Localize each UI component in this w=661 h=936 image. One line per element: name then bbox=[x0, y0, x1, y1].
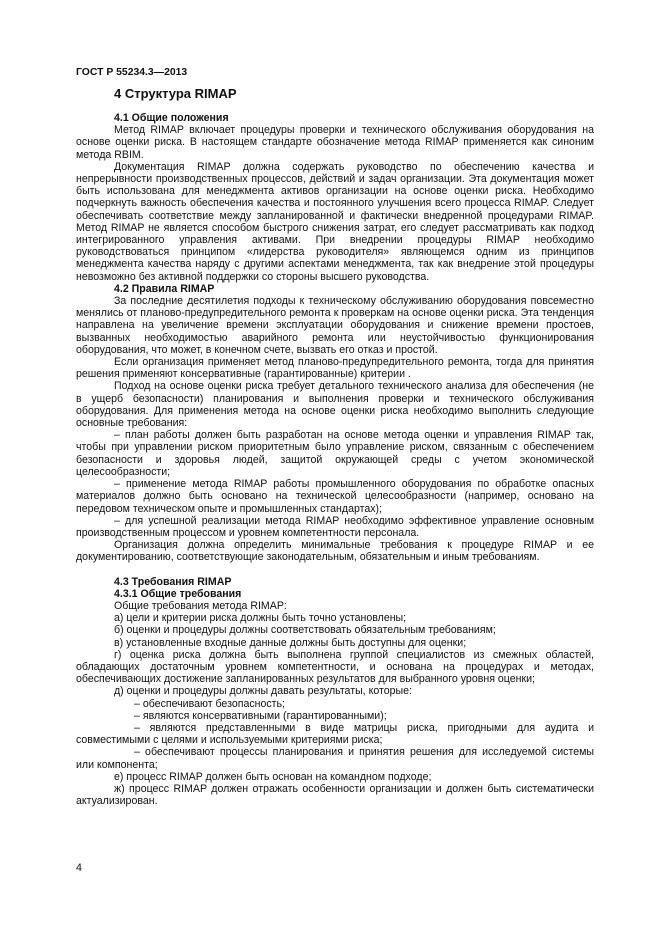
paragraph: За последние десятилетия подходы к техническому обслуживанию оборудования повсеместно менялись от планово-предупредительного ремонта к проверкам на основе оценки риска. Эта тенденция направлена на увеличение времени эксплуатации оборудования и снижение времени простоев, вызванных необходимостью аварийного ремонта или неустойчивостью функционирования оборудования, что может, в конечном счете, вызвать его отказ и простой. bbox=[76, 295, 594, 356]
list-item: в) установленные входные данные должны быть доступны для оценки; bbox=[114, 636, 467, 649]
sub-list-item: – обеспечивают процессы планирования и принятия решения для исследуемой системы или компонента; bbox=[76, 746, 594, 771]
list-item: ж) процесс RIMAP должен отражать особенности организации и должен быть систематически актуализирован. bbox=[76, 782, 594, 808]
subsection-4-2-title: 4.2 Правила RIMAP bbox=[114, 282, 215, 295]
list-item: д) оценки и процедуры должны давать результаты, которые: bbox=[114, 685, 412, 698]
paragraph: Документация RIMAP должна содержать руководство по обеспечению качества и непрерывности производственных процессов, действий и задач организации. Эта документация может быть использована для менеджмента активов организации на основе оценки риска. Необходимо подчеркнуть важность обеспечения качества и постоянного улучшения всего процесса RIMAP. Следует обеспечивать соответствие между запланированной и фактически внедренной процедурами RIMAP. Метод RIMAP не является способом быстрого снижения затрат, его следует рассматривать как подход интегрированного управления активами. При внедрении процедуры RIMAP необходимо руководствоваться принципом «лидерства руководителя» являющемся одним из принципов менеджмента качества наряду с другими аспектами менеджмента, так как внедрение этой процедуры невозможно без активной поддержки со стороны высшего руководства. bbox=[76, 160, 594, 283]
paragraph: Общие требования метода RIMAP: bbox=[114, 599, 287, 612]
list-item: – для успешной реализации метода RIMAP необходимо эффективное управление основным производственным процессом и уровнем компетентности персонала. bbox=[76, 514, 594, 539]
list-item: г) оценка риска должна быть выполнена группой специалистов из смежных областей, обладающих достаточным уровнем компетентности, и основана на процедурах и методах, обеспечивающих достижение запланированных результатов для выбранного уровня оценки; bbox=[76, 648, 594, 686]
section-title: 4 Структура RIMAP bbox=[114, 86, 237, 101]
paragraph: Подход на основе оценки риска требует детального технического анализа для обеспечения (не в ущерб безопасности) планирования и выполнения проверки и технического обслуживания оборудования. Для применения метода на основе оценки риска необходимо выполнить следующие основные требования: bbox=[76, 380, 594, 430]
paragraph: Если организация применяет метод планово-предупредительного ремонта, тогда для принятия решения применяют консервативные (гарантированные) критерии . bbox=[76, 356, 594, 381]
list-item: – план работы должен быть разработан на основе метода оценки и управления RIMAP так, чтобы при управлении риском приоритетным было управление риском, связанным с обеспечением безопасности и здоровья людей, защитой окружающей среды с учетом экономической целесообразности; bbox=[76, 429, 594, 478]
document-header: ГОСТ Р 55234.3—2013 bbox=[76, 67, 188, 78]
page-number: 4 bbox=[76, 862, 82, 874]
paragraph: Метод RIMAP включает процедуры проверки и технического обслуживания оборудования на основе оценки риска. В настоящем стандарте обозначение метода RIMAP применяется как синоним метода RBIM. bbox=[76, 124, 594, 161]
subsection-4-3-title: 4.3 Требования RIMAP bbox=[114, 575, 232, 588]
list-item: е) процесс RIMAP должен быть основан на командном подходе; bbox=[114, 770, 432, 783]
sub-list-item: – обеспечивают безопасность; bbox=[134, 697, 286, 710]
subsection-4-1-title: 4.1 Общие положения bbox=[114, 112, 229, 124]
page-content bbox=[76, 86, 594, 807]
list-item: а) цели и критерии риска должны быть точно установлены; bbox=[114, 612, 407, 625]
spacer bbox=[76, 564, 594, 576]
paragraph: Организация должна определить минимальные требования к процедуре RIMAP и ее документированию, соответствующие законодательным, обязательным и иным требованиям. bbox=[76, 539, 594, 564]
sub-list-item: – являются представленными в виде матрицы риска, пригодными для аудита и совместимыми с целями и используемыми критериями риска; bbox=[76, 721, 594, 747]
subsection-4-3-1-title: 4.3.1 Общие требования bbox=[114, 587, 242, 600]
list-item: – применение метода RIMAP работы промышленного оборудования по обработке опасных материалов должно быть основано на технической целесообразности (например, основано на передовом техническом опыте и промышленных стандартах); bbox=[76, 478, 594, 515]
list-item: б) оценки и процедуры должны соответствовать обязательным требованиям; bbox=[114, 624, 496, 637]
sub-list-item: – являются консервативными (гарантированными); bbox=[134, 709, 387, 722]
